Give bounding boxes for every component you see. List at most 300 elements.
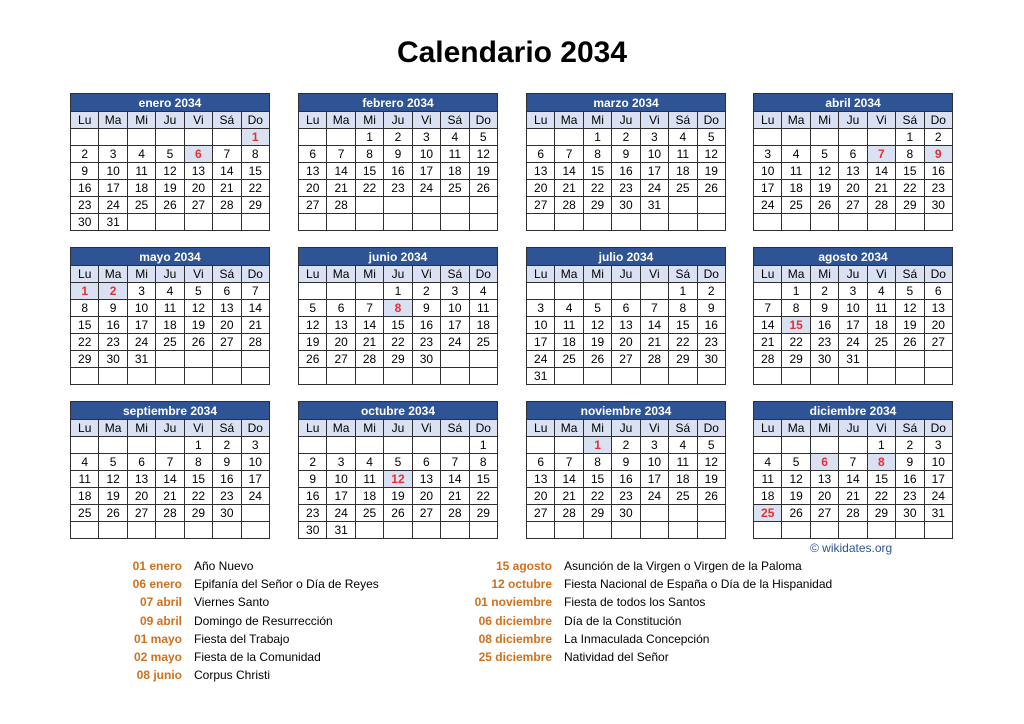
empty-cell <box>469 197 497 214</box>
month-table <box>526 93 726 231</box>
day-cell: 5 <box>384 454 412 471</box>
day-cell: 14 <box>441 471 469 488</box>
day-cell: 10 <box>241 454 269 471</box>
day-cell: 29 <box>241 197 269 214</box>
weekday-header: Ju <box>384 420 412 437</box>
day-cell: 23 <box>924 180 952 197</box>
day-cell: 13 <box>127 471 155 488</box>
day-cell: 23 <box>896 488 924 505</box>
day-cell: 7 <box>754 300 782 317</box>
weekday-header: Sá <box>213 112 241 129</box>
day-cell: 12 <box>156 163 184 180</box>
day-cell: 23 <box>71 197 99 214</box>
holiday-item <box>450 593 832 611</box>
day-cell: 21 <box>867 180 895 197</box>
day-cell: 12 <box>469 146 497 163</box>
empty-cell <box>71 129 99 146</box>
day-cell: 11 <box>441 146 469 163</box>
empty-cell <box>299 214 327 231</box>
day-cell: 18 <box>156 317 184 334</box>
day-cell: 26 <box>896 334 924 351</box>
day-cell: 5 <box>697 129 725 146</box>
weekday-header: Mi <box>355 112 383 129</box>
day-cell: 30 <box>99 351 127 368</box>
empty-cell <box>810 368 838 385</box>
day-cell: 22 <box>669 334 697 351</box>
weekday-header: Lu <box>71 420 99 437</box>
empty-cell <box>384 214 412 231</box>
day-cell: 2 <box>612 129 640 146</box>
day-cell: 9 <box>384 146 412 163</box>
weekday-header: Mi <box>810 420 838 437</box>
day-cell: 6 <box>412 454 440 471</box>
day-cell: 25 <box>782 197 810 214</box>
day-cell: 16 <box>71 180 99 197</box>
day-cell: 7 <box>213 146 241 163</box>
day-cell: 9 <box>810 300 838 317</box>
day-cell: 28 <box>213 197 241 214</box>
empty-cell <box>810 214 838 231</box>
day-cell: 15 <box>71 317 99 334</box>
day-cell: 18 <box>355 488 383 505</box>
empty-cell <box>754 214 782 231</box>
day-cell: 4 <box>71 454 99 471</box>
day-cell: 27 <box>412 505 440 522</box>
day-cell: 26 <box>384 505 412 522</box>
weekday-header: Vi <box>412 112 440 129</box>
weekday-header: Mi <box>583 112 611 129</box>
empty-cell <box>469 351 497 368</box>
day-cell: 2 <box>697 283 725 300</box>
day-cell: 13 <box>184 163 212 180</box>
weekday-header: Sá <box>441 112 469 129</box>
day-cell: 17 <box>327 488 355 505</box>
day-cell: 14 <box>640 317 668 334</box>
day-cell: 17 <box>99 180 127 197</box>
weekday-header: Sá <box>669 420 697 437</box>
day-cell: 22 <box>384 334 412 351</box>
day-cell: 21 <box>241 317 269 334</box>
month-title: enero 2034 <box>71 94 270 112</box>
day-cell: 24 <box>127 334 155 351</box>
day-cell: 28 <box>241 334 269 351</box>
day-cell: 24 <box>924 488 952 505</box>
empty-cell <box>299 368 327 385</box>
weekday-header: Ma <box>327 266 355 283</box>
empty-cell <box>441 214 469 231</box>
weekday-header: Ju <box>612 112 640 129</box>
empty-cell <box>71 368 99 385</box>
holiday-name: Asunción de la Virgen o Virgen de la Paloma <box>564 559 802 574</box>
day-cell: 21 <box>555 488 583 505</box>
holiday-date: 02 mayo <box>133 650 182 665</box>
holiday-name: Fiesta Nacional de España o Día de la Hispanidad <box>564 577 833 592</box>
day-cell: 17 <box>441 317 469 334</box>
day-cell: 29 <box>896 197 924 214</box>
day-cell: 12 <box>697 146 725 163</box>
weekday-header: Ma <box>555 112 583 129</box>
day-cell: 10 <box>924 454 952 471</box>
holiday-name: Fiesta de todos los Santos <box>564 595 706 610</box>
day-cell: 19 <box>896 317 924 334</box>
holiday-name: Viernes Santo <box>194 595 270 610</box>
day-cell: 29 <box>782 351 810 368</box>
weekday-header: Sá <box>213 266 241 283</box>
day-cell: 23 <box>810 334 838 351</box>
holiday-name: Natividad del Señor <box>564 650 669 665</box>
day-cell: 22 <box>782 334 810 351</box>
empty-cell <box>384 368 412 385</box>
empty-cell <box>299 129 327 146</box>
day-cell: 6 <box>213 283 241 300</box>
day-cell: 22 <box>355 180 383 197</box>
empty-cell <box>127 129 155 146</box>
empty-cell <box>156 437 184 454</box>
empty-cell <box>156 522 184 539</box>
day-cell: 4 <box>441 129 469 146</box>
holiday-date: 01 noviembre <box>474 595 552 610</box>
empty-cell <box>697 197 725 214</box>
day-cell: 26 <box>469 180 497 197</box>
day-cell: 28 <box>640 351 668 368</box>
weekday-header: Vi <box>867 112 895 129</box>
day-cell: 27 <box>924 334 952 351</box>
day-cell: 30 <box>71 214 99 231</box>
empty-cell <box>384 437 412 454</box>
day-cell: 18 <box>71 488 99 505</box>
day-cell: 3 <box>99 146 127 163</box>
day-cell: 2 <box>99 283 127 300</box>
day-cell: 26 <box>810 197 838 214</box>
day-cell: 7 <box>241 283 269 300</box>
day-cell: 1 <box>583 437 611 454</box>
day-cell: 15 <box>469 471 497 488</box>
empty-cell <box>896 368 924 385</box>
day-cell: 9 <box>697 300 725 317</box>
empty-cell <box>184 129 212 146</box>
holiday-date: 06 enero <box>132 577 182 592</box>
month-title: febrero 2034 <box>299 94 498 112</box>
empty-cell <box>782 522 810 539</box>
day-cell: 30 <box>697 351 725 368</box>
day-cell: 27 <box>213 334 241 351</box>
day-cell: 8 <box>583 146 611 163</box>
empty-cell <box>412 437 440 454</box>
empty-cell <box>355 197 383 214</box>
weekday-header: Sá <box>441 420 469 437</box>
weekday-header: Do <box>924 420 952 437</box>
day-cell: 20 <box>527 180 555 197</box>
day-cell: 16 <box>299 488 327 505</box>
day-cell: 29 <box>669 351 697 368</box>
day-cell: 2 <box>384 129 412 146</box>
day-cell: 29 <box>583 505 611 522</box>
day-cell: 27 <box>127 505 155 522</box>
month-title: marzo 2034 <box>527 94 726 112</box>
holiday-item <box>450 557 832 575</box>
empty-cell <box>299 437 327 454</box>
day-cell: 21 <box>839 488 867 505</box>
day-cell: 19 <box>583 334 611 351</box>
day-cell: 31 <box>99 214 127 231</box>
empty-cell <box>754 129 782 146</box>
day-cell: 14 <box>555 471 583 488</box>
day-cell: 7 <box>839 454 867 471</box>
empty-cell <box>697 522 725 539</box>
day-cell: 8 <box>867 454 895 471</box>
day-cell: 13 <box>327 317 355 334</box>
day-cell: 28 <box>555 505 583 522</box>
month-table <box>753 247 953 385</box>
day-cell: 5 <box>156 146 184 163</box>
day-cell: 31 <box>527 368 555 385</box>
day-cell: 19 <box>156 180 184 197</box>
holiday-name: Corpus Christi <box>194 668 271 683</box>
day-cell: 14 <box>754 317 782 334</box>
day-cell: 2 <box>412 283 440 300</box>
day-cell: 22 <box>469 488 497 505</box>
weekday-header: Do <box>697 112 725 129</box>
day-cell: 20 <box>810 488 838 505</box>
weekday-header: Vi <box>412 420 440 437</box>
day-cell: 28 <box>441 505 469 522</box>
empty-cell <box>99 368 127 385</box>
weekday-header: Lu <box>527 420 555 437</box>
day-cell: 18 <box>754 488 782 505</box>
day-cell: 3 <box>327 454 355 471</box>
day-cell: 11 <box>669 454 697 471</box>
empty-cell <box>754 283 782 300</box>
day-cell: 30 <box>612 197 640 214</box>
month-table <box>70 93 270 231</box>
empty-cell <box>355 522 383 539</box>
day-cell: 20 <box>412 488 440 505</box>
weekday-header: Vi <box>184 420 212 437</box>
empty-cell <box>640 214 668 231</box>
day-cell: 27 <box>184 197 212 214</box>
weekday-header: Vi <box>640 420 668 437</box>
month-table <box>526 401 726 539</box>
day-cell: 20 <box>527 488 555 505</box>
weekday-header: Ma <box>782 420 810 437</box>
holiday-list-left <box>80 557 379 684</box>
day-cell: 23 <box>697 334 725 351</box>
empty-cell <box>867 214 895 231</box>
holiday-name: Día de la Constitución <box>564 613 682 628</box>
day-cell: 22 <box>896 180 924 197</box>
source-credit: © wikidates.org <box>810 541 893 555</box>
month-table <box>298 247 498 385</box>
day-cell: 16 <box>924 163 952 180</box>
empty-cell <box>441 522 469 539</box>
holiday-item <box>80 666 379 684</box>
weekday-header: Ma <box>782 112 810 129</box>
day-cell: 31 <box>327 522 355 539</box>
day-cell: 10 <box>527 317 555 334</box>
empty-cell <box>924 522 952 539</box>
day-cell: 6 <box>612 300 640 317</box>
weekday-header: Sá <box>669 112 697 129</box>
empty-cell <box>241 522 269 539</box>
weekday-header: Sá <box>213 420 241 437</box>
day-cell: 23 <box>612 488 640 505</box>
day-cell: 10 <box>441 300 469 317</box>
day-cell: 14 <box>213 163 241 180</box>
day-cell: 25 <box>355 505 383 522</box>
day-cell: 1 <box>867 437 895 454</box>
empty-cell <box>555 437 583 454</box>
day-cell: 24 <box>327 505 355 522</box>
day-cell: 24 <box>441 334 469 351</box>
weekday-header: Lu <box>71 112 99 129</box>
day-cell: 16 <box>99 317 127 334</box>
empty-cell <box>612 368 640 385</box>
empty-cell <box>583 368 611 385</box>
day-cell: 3 <box>924 437 952 454</box>
day-cell: 11 <box>669 146 697 163</box>
day-cell: 1 <box>583 129 611 146</box>
month-title: noviembre 2034 <box>527 402 726 420</box>
day-cell: 14 <box>355 317 383 334</box>
empty-cell <box>810 129 838 146</box>
day-cell: 4 <box>867 283 895 300</box>
weekday-header: Ju <box>384 112 412 129</box>
weekday-header: Ma <box>555 266 583 283</box>
day-cell: 22 <box>583 180 611 197</box>
empty-cell <box>527 129 555 146</box>
empty-cell <box>127 368 155 385</box>
empty-cell <box>555 214 583 231</box>
empty-cell <box>896 522 924 539</box>
weekday-header: Lu <box>754 266 782 283</box>
empty-cell <box>241 505 269 522</box>
empty-cell <box>669 214 697 231</box>
day-cell: 24 <box>640 488 668 505</box>
empty-cell <box>412 214 440 231</box>
day-cell: 28 <box>867 197 895 214</box>
day-cell: 11 <box>71 471 99 488</box>
day-cell: 13 <box>924 300 952 317</box>
holiday-name: Domingo de Resurrección <box>194 613 333 628</box>
day-cell: 4 <box>469 283 497 300</box>
day-cell: 24 <box>839 334 867 351</box>
day-cell: 10 <box>127 300 155 317</box>
empty-cell <box>184 368 212 385</box>
empty-cell <box>782 129 810 146</box>
weekday-header: Ma <box>99 266 127 283</box>
holiday-date: 07 abril <box>139 595 182 610</box>
day-cell: 7 <box>327 146 355 163</box>
day-cell: 18 <box>669 163 697 180</box>
day-cell: 2 <box>896 437 924 454</box>
day-cell: 8 <box>355 146 383 163</box>
day-cell: 15 <box>669 317 697 334</box>
month-table <box>753 401 953 539</box>
month-title: diciembre 2034 <box>754 402 953 420</box>
day-cell: 10 <box>412 146 440 163</box>
weekday-header: Ju <box>156 112 184 129</box>
day-cell: 1 <box>469 437 497 454</box>
day-cell: 18 <box>127 180 155 197</box>
day-cell: 9 <box>924 146 952 163</box>
month-table <box>70 401 270 539</box>
weekday-header: Vi <box>867 266 895 283</box>
day-cell: 12 <box>896 300 924 317</box>
empty-cell <box>156 129 184 146</box>
day-cell: 19 <box>299 334 327 351</box>
empty-cell <box>839 437 867 454</box>
empty-cell <box>839 522 867 539</box>
day-cell: 1 <box>184 437 212 454</box>
weekday-header: Ma <box>555 420 583 437</box>
weekday-header: Do <box>697 420 725 437</box>
day-cell: 28 <box>355 351 383 368</box>
day-cell: 29 <box>71 351 99 368</box>
weekday-header: Ju <box>156 266 184 283</box>
day-cell: 7 <box>156 454 184 471</box>
empty-cell <box>669 505 697 522</box>
day-cell: 17 <box>924 471 952 488</box>
day-cell: 23 <box>213 488 241 505</box>
weekday-header: Mi <box>127 112 155 129</box>
empty-cell <box>924 351 952 368</box>
day-cell: 12 <box>697 454 725 471</box>
empty-cell <box>896 214 924 231</box>
day-cell: 7 <box>441 454 469 471</box>
day-cell: 9 <box>99 300 127 317</box>
day-cell: 5 <box>896 283 924 300</box>
empty-cell <box>213 351 241 368</box>
day-cell: 17 <box>640 163 668 180</box>
weekday-header: Ju <box>156 420 184 437</box>
empty-cell <box>697 505 725 522</box>
day-cell: 6 <box>527 454 555 471</box>
day-cell: 24 <box>99 197 127 214</box>
empty-cell <box>669 197 697 214</box>
holiday-date: 09 abril <box>139 613 182 628</box>
empty-cell <box>697 368 725 385</box>
day-cell: 22 <box>867 488 895 505</box>
empty-cell <box>156 368 184 385</box>
weekday-header: Sá <box>896 266 924 283</box>
day-cell: 1 <box>384 283 412 300</box>
day-cell: 19 <box>697 163 725 180</box>
day-cell: 11 <box>156 300 184 317</box>
empty-cell <box>99 437 127 454</box>
weekday-header: Mi <box>810 266 838 283</box>
day-cell: 2 <box>924 129 952 146</box>
empty-cell <box>782 368 810 385</box>
day-cell: 20 <box>127 488 155 505</box>
day-cell: 29 <box>583 197 611 214</box>
day-cell: 2 <box>213 437 241 454</box>
empty-cell <box>213 368 241 385</box>
day-cell: 4 <box>669 129 697 146</box>
day-cell: 9 <box>612 454 640 471</box>
day-cell: 5 <box>697 437 725 454</box>
holiday-name: Epifanía del Señor o Día de Reyes <box>194 577 379 592</box>
weekday-header: Vi <box>640 112 668 129</box>
day-cell: 4 <box>355 454 383 471</box>
day-cell: 29 <box>469 505 497 522</box>
empty-cell <box>810 522 838 539</box>
empty-cell <box>327 283 355 300</box>
weekday-header: Do <box>241 420 269 437</box>
day-cell: 11 <box>469 300 497 317</box>
day-cell: 29 <box>184 505 212 522</box>
weekday-header: Ma <box>327 112 355 129</box>
day-cell: 26 <box>184 334 212 351</box>
